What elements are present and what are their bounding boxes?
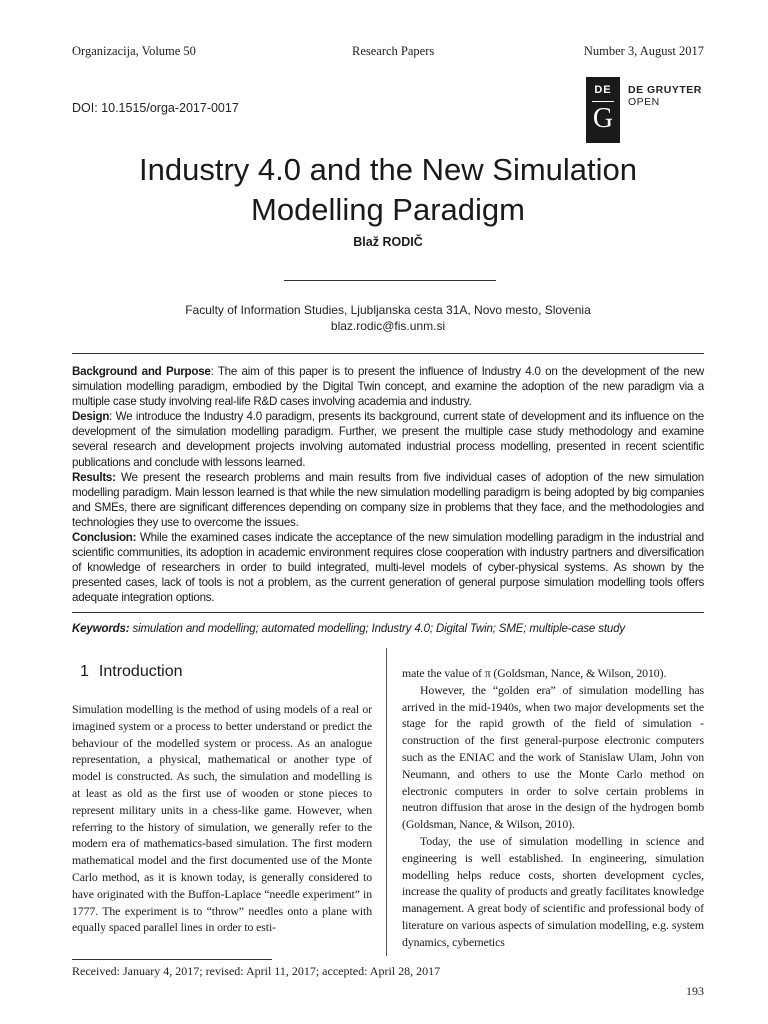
- received-dates: Received: January 4, 2017; revised: April 11, 2017; accepted: April 28, 2017: [72, 964, 441, 978]
- abstract-bottom-rule: [72, 612, 704, 613]
- paragraph: However, the “golden era” of simulation modelling has arrived in the mid-1940s, when two major developments set the stage for the rapid growth of the field of simulation - construction of the first general-purpose electronic computers such as the ENIAC and the work of Stanislaw Ulam, John von Neumann, and others to use the Monte Carlo method on electronic computers in order to solve certain problems in neutron diffusion that arose in the design of the hydrogen bomb (Goldsman, Nance, & Wilson, 2010).: [402, 682, 704, 832]
- title-line-1: Industry 4.0 and the New Simulation: [139, 152, 637, 187]
- body-column-right: [402, 665, 704, 951]
- body-column-left: [72, 701, 372, 936]
- results-text: We present the research problems and main results from five individual cases of adoption of the new simulation modelling paradigm. Main lesson learned is that while the new simulation modelling paradigm is being adopted by big companies and SMEs, there are significant differences depending on company size in problems that they face, and the methodologies and technologies they use to overcome the issues.: [72, 470, 704, 529]
- author-divider: [284, 280, 496, 281]
- paragraph: mate the value of π (Goldsman, Nance, & Wilson, 2010).: [402, 666, 667, 680]
- publisher-name-line2: OPEN: [628, 96, 660, 108]
- paragraph: Today, the use of simulation modelling in science and engineering is well established. In engineering, simulation modelling helps reduce costs, shorten development cycles, increase the quality of products and greatly facilitates knowledge management. A great body of scientific and professional body of literature on various aspects of simulation modelling, e.g. system dynamics, cybernetics: [402, 833, 704, 949]
- design-label: Design: [72, 410, 110, 424]
- logo-g-text: G: [592, 103, 614, 134]
- publisher-logo: [586, 77, 620, 143]
- conclusion-label: Conclusion:: [72, 531, 137, 545]
- running-header: [72, 44, 704, 59]
- issue-info: Number 3, August 2017: [583, 44, 704, 58]
- doi: DOI: 10.1515/orga-2017-0017: [72, 101, 239, 115]
- journal-name: Organizacija, Volume 50: [72, 44, 196, 58]
- publisher-name: [628, 84, 702, 108]
- keywords: [72, 623, 704, 635]
- results-label: Results:: [72, 470, 116, 484]
- conclusion-text: While the examined cases indicate the acceptance of the new simulation modelling paradigm in the industrial and scientific communities, its adoption in academic environment requires close cooperation with industry partners and diversification of knowledge of researchers in order to build integrated, multi-level models of cyber-physical systems. As shown by the presented cases, lack of tools is not a problem, as the current generation of general purpose simulation modelling tools offers adequate integration options.: [72, 531, 704, 605]
- section-number: 1: [80, 663, 89, 680]
- paragraph: Simulation modelling is the method of using models of a real or imagined system or a process to better understand or predict the behaviour of the modelled system or process. As an analogue representation, a physical, mathematical or another type of model is constructed. As such, the simulation and modelling is at least as old as the first use of wooden or stone pieces to represent military units in a chess-like game. However, when referring to the history of simulation, we generally refer to the modern era of mathematics-based simulation. The first modern mathematical model and the first documented use of the Monte Carlo method, as it is known today, is generally considered to have originated with the Buffon-Laplace “needle experiment” in 1777. The experiment is to “throw” needles onto a plane with equally spaced parallel lines in order to esti-: [72, 702, 372, 935]
- section-title: Introduction: [98, 663, 183, 680]
- publisher-name-line1: DE GRUYTER: [628, 84, 702, 96]
- abstract-top-rule: [72, 353, 704, 354]
- institution: Faculty of Information Studies, Ljubljanska cesta 31A, Novo mesto, Slovenia: [185, 303, 591, 317]
- logo-de-text: DE: [594, 84, 612, 96]
- title-line-2: Modelling Paradigm: [251, 192, 525, 227]
- keywords-text: simulation and modelling; automated modelling; Industry 4.0; Digital Twin; SME; multiple-case study: [129, 623, 625, 635]
- section-type: Research Papers: [352, 44, 435, 58]
- page-number: 193: [686, 984, 704, 998]
- abstract-design: [72, 409, 704, 469]
- abstract-results: [72, 470, 704, 530]
- author: Blaž RODIČ: [353, 235, 423, 249]
- design-text: : We introduce the Industry 4.0 paradigm, presents its background, current state of development and its influence on the development of the simulation modelling paradigm. Further, we present the multiple case study methodology and examine several research and development projects involving automated industrial process modelling, presented in recent scientific publications and conclude with lessons learned.: [72, 410, 704, 469]
- section-heading: [80, 663, 183, 681]
- affiliation: [72, 302, 704, 334]
- paper-title: [72, 150, 704, 230]
- abstract: [72, 364, 704, 606]
- background-label: Background and Purpose: [72, 365, 211, 378]
- logo-rule: [592, 101, 614, 102]
- email[interactable]: blaz.rodic@fis.unm.si: [330, 319, 446, 333]
- abstract-conclusion: [72, 530, 704, 605]
- footnote-rule: [72, 959, 272, 960]
- background-text: : The aim of this paper is to present the influence of Industry 4.0 on the development of the new simulation modelling paradigm, embodied by the Digital Twin concept, and examine the adoption of the new paradigm via a multiple case study involving real-life R&D cases involving academia and industry.: [72, 365, 705, 409]
- keywords-label: Keywords:: [72, 623, 130, 635]
- abstract-background: [72, 364, 704, 409]
- column-divider: [386, 648, 387, 956]
